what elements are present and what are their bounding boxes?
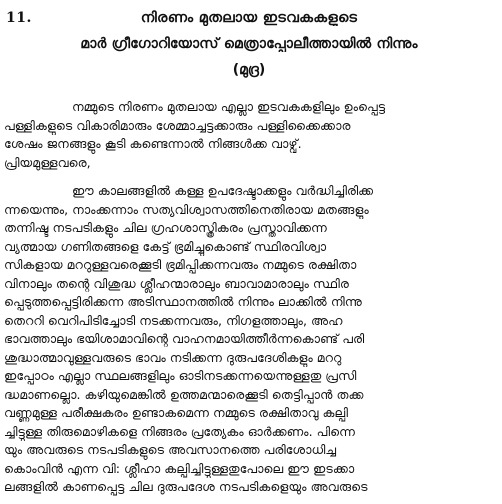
salutation xyxy=(4,154,494,173)
title-line-3: (മുദ്ര) xyxy=(232,62,266,78)
paragraph-2-line: വണ്ണമുള്ള പരീക്ഷകരം ഉണ്ടാകമെന്ന നമ്മുടെ രക്ഷിതാവു കല്പി xyxy=(4,405,349,420)
paragraph-2-line: പ്പെടുത്തപ്പെട്ടിരിക്കന്ന അടിസ്ഥാനത്തിൽ നിന്നും ലാക്കിൽ നിന്നു xyxy=(4,294,362,309)
paragraph-2-line: ഇപ്പോഠം എല്ലാ സ്ഥലങ്ങളിലും ഓടിനടക്കന്നയെന്നുള്ളതു പ്രസി xyxy=(4,368,357,383)
paragraph-2-line: തന്നിഷ്ട നടപടികളും ചില ഗ്രഹശാസ്ത്രികരം പ്രസ്താവിക്കന്ന xyxy=(4,220,327,235)
paragraph-2-line: ദ്ധമാണല്ലൊ. കഴിയുമെങ്കിൽ ഉത്തമന്മാരെക്കൂടി തെട്ടിപ്പാൻ തക്ക xyxy=(4,386,364,402)
paragraph-2-line: ലങ്ങളിൽ കാണപ്പെട്ട ചില ദുരുപദേശ നടപടികളെയും അവരുടെ xyxy=(4,479,368,494)
paragraph-2-line: ഭാവത്താലും ഭയിശാമാവിന്റെ വാഹനമായിത്തീർന്നകൊണ്ട് പരി xyxy=(4,331,365,346)
paragraph-2-line: ശുദ്ധാത്മാവുള്ളവരുടെ ഭാവം നടിക്കന്ന ദുരുപദേശികളും മററു xyxy=(4,349,342,365)
paragraph-2-line: സികളായ മററുള്ളവരെക്കൂടി ഭ്രമിപ്പിക്കന്നവരും നമ്മുടെ രക്ഷിതാ xyxy=(4,257,357,272)
paragraph-1-line: നമ്മുടെ നിരണം മുതലായ എല്ലാ ഇടവകകളിലും ഉംപ്പെട്ട xyxy=(72,99,386,114)
paragraph-2 xyxy=(4,182,494,497)
paragraph-2-line: തെററി വെറിപിടിച്ചോടി നടക്കന്നവരും, നിഗളത്താലും, അഹ xyxy=(4,312,343,328)
paragraph-2-line: ച്ചിട്ടുള്ള തിരുമൊഴികളെ നിങ്ങരം പ്രത്യേകം ഓർക്കണം. പിന്നെ xyxy=(4,423,355,439)
paragraph-2-line: വിനാലും തന്റെ വിശുദ്ധ ശ്ലീഹന്മാരാലും ബാവാമാരാലും സ്ഥിര xyxy=(4,275,349,291)
page-number: 11. xyxy=(6,10,32,26)
paragraph-2-line: വ്യത്മായ ഗണിതങ്ങളെ കേട്ട് ഭ്രമിച്ചുകൊണ്ട് സ്ഥിരവിശ്വാ xyxy=(4,238,327,254)
paragraph-1-line: പള്ളികളുടെ വികാരിമാരും ശേമ്മാച്ചട്ടക്കാരും പള്ളിക്കൈക്കാര xyxy=(4,117,351,133)
letter-header xyxy=(4,4,494,94)
paragraph-2-line: ന്നയെന്നും, നാംക്കന്നാം സത്യവിശ്വാസത്തിനെതിരായ മതങ്ങളും xyxy=(4,201,369,217)
title-line-2: മാർ ഗ്രീഗോറിയോസ് മെത്രാപ്പോലീത്തായിൽ നിന്നും xyxy=(80,36,418,52)
paragraph-2-line: കൊംവിൻ എന്ന വി: ശ്ലീഹാ കല്പിച്ചിട്ടുള്ളതുപോലെ ഈ ഇടക്കാ xyxy=(4,460,355,476)
paragraph-gap xyxy=(4,172,494,182)
paragraph-2-line: ഈ കാലങ്ങളിൽ കള്ള ഉപദേഷ്ടാക്കളും വർദ്ധിച്ചിരിക്ക xyxy=(72,183,374,198)
letter-body xyxy=(4,98,494,497)
title-line-1: നിരണം മുതലായ ഇടവകകളുടെ xyxy=(140,10,358,26)
paragraph-1-line: ശേഷം ജനങ്ങളും കൂടി കണ്ടെന്നാൽ നിങ്ങൾക്ക വാഴ്വ്. xyxy=(4,136,302,151)
salutation-text: പ്രിയമുള്ളവരെ, xyxy=(4,154,91,170)
paragraph-1 xyxy=(4,98,494,154)
paragraph-2-line: യും അവരുടെ നടപടികളുടെ അവസാനത്തെ പരിശോധിച്ച xyxy=(4,442,337,457)
